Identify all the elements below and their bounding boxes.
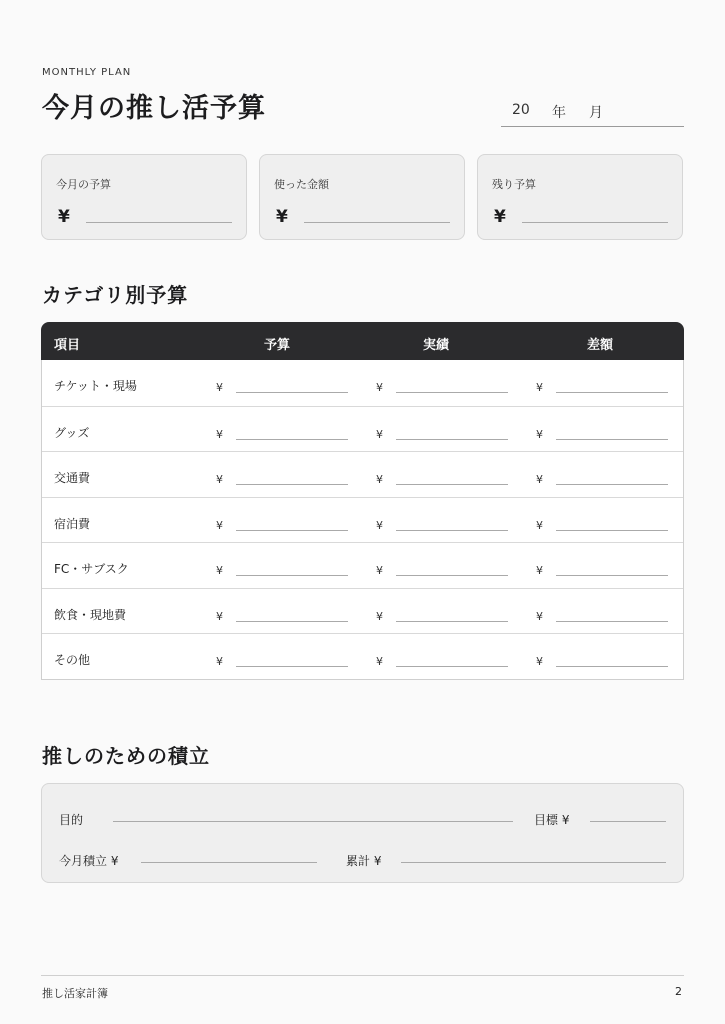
actual-input-line[interactable] [396,575,508,576]
budget-input-line[interactable] [236,666,348,667]
yen-symbol: ¥ [376,518,383,532]
yen-symbol: ¥ [216,473,223,486]
footer-divider [41,975,684,976]
yen-symbol: ¥ [216,609,223,623]
table-row [42,588,683,633]
saving-box [41,783,684,883]
yen-symbol: ¥ [58,207,70,227]
yen-symbol: ¥ [216,655,223,668]
summary-input-line[interactable] [304,222,450,223]
table-row [42,360,683,405]
difference-input-line[interactable] [556,530,668,531]
yen-symbol: ¥ [376,427,383,441]
col-budget: 予算 [264,338,291,353]
yen-symbol: ¥ [536,473,543,486]
budget-input-line[interactable] [236,392,348,393]
category-name: 交通費 [54,471,91,485]
monthly-saving-input-line[interactable] [141,862,317,863]
difference-input-line[interactable] [556,484,668,485]
purpose-input-line[interactable] [113,821,513,822]
category-name: FC・サブスク [54,562,129,576]
yen-symbol: ¥ [216,518,223,532]
yen-symbol: ¥ [376,655,383,668]
actual-input-line[interactable] [396,392,508,393]
col-difference: 差額 [587,338,614,353]
footer-title: 推し活家計簿 [42,987,108,1000]
category-name: グッズ [54,425,90,440]
category-name: 宿泊費 [54,516,91,531]
category-heading: カテゴリ別予算 [42,283,189,307]
summary-label: 今月の予算 [56,178,111,191]
budget-input-line[interactable] [236,621,348,622]
actual-input-line[interactable] [396,666,508,667]
budget-input-line[interactable] [236,439,348,440]
actual-input-line[interactable] [396,530,508,531]
difference-input-line[interactable] [556,575,668,576]
total-label: 累計 ¥ [346,854,382,868]
date-field[interactable] [501,98,684,127]
category-table-body [41,360,684,680]
difference-input-line[interactable] [556,666,668,667]
year-prefix: 20 [512,102,530,118]
col-item: 項目 [54,338,81,353]
summary-card-budget [41,154,247,240]
table-row [42,542,683,587]
category-name: その他 [54,653,91,667]
yen-symbol: ¥ [376,609,383,623]
summary-input-line[interactable] [522,222,668,223]
difference-input-line[interactable] [556,392,668,393]
page-title: 今月の推し活予算 [42,93,266,124]
year-label: 年 [552,105,566,121]
table-row [42,497,683,542]
category-name: 飲食・現地費 [54,607,127,622]
col-actual: 実績 [423,338,450,353]
eyebrow-label: MONTHLY PLAN [42,67,132,78]
saving-heading: 推しのための積立 [42,744,210,768]
purpose-label: 目的 [59,813,84,827]
actual-input-line[interactable] [396,484,508,485]
yen-symbol: ¥ [536,564,543,577]
actual-input-line[interactable] [396,439,508,440]
category-table-header [41,322,684,360]
yen-symbol: ¥ [536,518,543,532]
summary-card-remaining [477,154,683,240]
summary-label: 使った金額 [274,178,329,191]
yen-symbol: ¥ [376,564,383,577]
yen-symbol: ¥ [376,473,383,486]
page-number: 2 [675,985,682,998]
summary-label: 残り予算 [492,178,536,191]
yen-symbol: ¥ [376,381,383,394]
yen-symbol: ¥ [216,381,223,394]
category-name: チケット・現場 [54,379,137,393]
yen-symbol: ¥ [536,381,543,394]
difference-input-line[interactable] [556,439,668,440]
table-row [42,406,683,451]
budget-input-line[interactable] [236,575,348,576]
yen-symbol: ¥ [494,207,506,227]
yen-symbol: ¥ [276,207,288,227]
difference-input-line[interactable] [556,621,668,622]
total-input-line[interactable] [401,862,666,863]
actual-input-line[interactable] [396,621,508,622]
goal-label: 目標 ¥ [534,813,570,827]
budget-input-line[interactable] [236,530,348,531]
yen-symbol: ¥ [216,427,223,441]
table-row [42,451,683,496]
summary-input-line[interactable] [86,222,232,223]
yen-symbol: ¥ [536,427,543,441]
table-row [42,633,683,678]
goal-input-line[interactable] [590,821,666,822]
yen-symbol: ¥ [536,609,543,623]
month-label: 月 [589,105,603,121]
summary-card-spent [259,154,465,240]
yen-symbol: ¥ [536,655,543,668]
budget-input-line[interactable] [236,484,348,485]
yen-symbol: ¥ [216,564,223,577]
monthly-saving-label: 今月積立 ¥ [59,854,119,868]
